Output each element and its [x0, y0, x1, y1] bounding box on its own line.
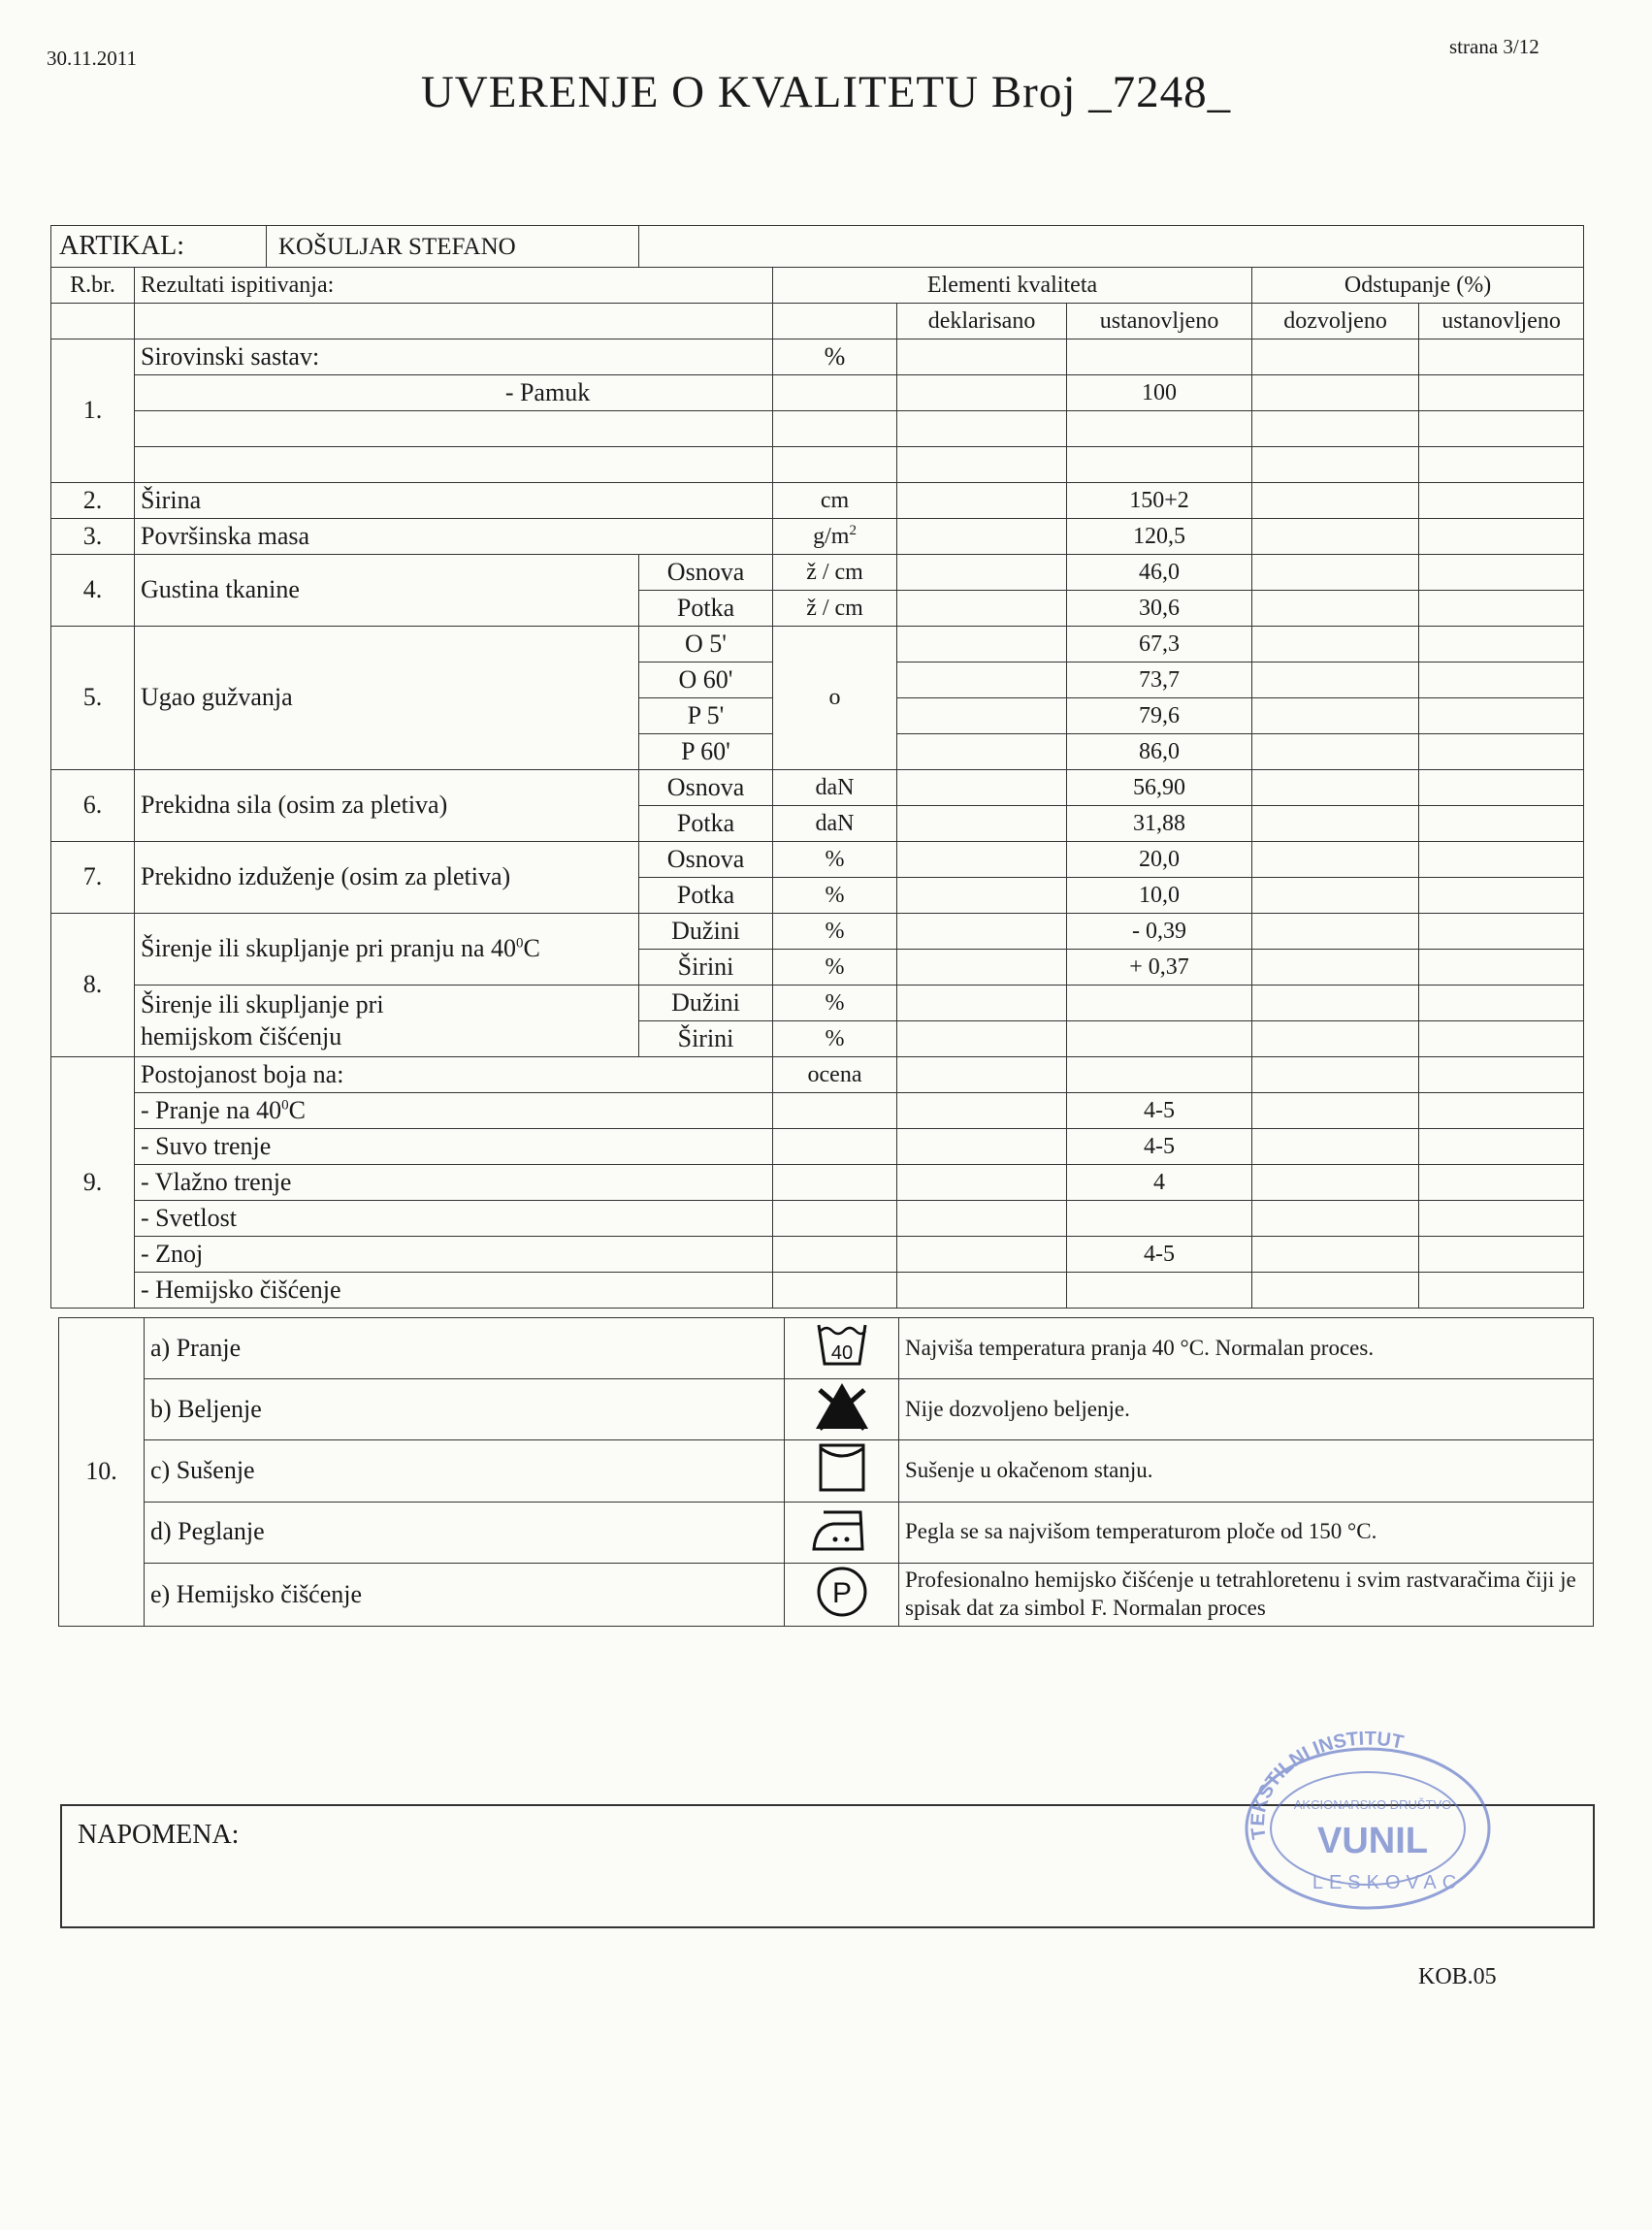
row-value: 4-5: [1067, 1093, 1252, 1129]
row-value: [1067, 1201, 1252, 1237]
table-row: [51, 1201, 1584, 1237]
table-row: [51, 483, 1584, 519]
row-sub-label: Potka: [639, 878, 773, 914]
care-text: Pegla se sa najvišom temperaturom ploče od 150 °C.: [899, 1502, 1594, 1563]
deviation-header: Odstupanje (%): [1252, 268, 1584, 304]
svg-text:LESKOVAC: LESKOVAC: [1312, 1872, 1463, 1893]
napomena-label: NAPOMENA:: [78, 1820, 240, 1850]
row-number: 4.: [51, 555, 135, 627]
row-value: [1067, 1273, 1252, 1309]
iron-150-icon: [785, 1502, 899, 1563]
row-value: 67,3: [1067, 627, 1252, 663]
row-value: 4-5: [1067, 1237, 1252, 1273]
care-row: [59, 1502, 1594, 1563]
row-value: 10,0: [1067, 878, 1252, 914]
row-sub-label: - Pranje na $40^0C$: [135, 1093, 773, 1129]
row-sub-label: O 60': [639, 663, 773, 698]
article-cell: [51, 226, 639, 268]
row-unit: %: [773, 339, 897, 375]
line-dry-icon: [785, 1440, 899, 1503]
table-row: [51, 1237, 1584, 1273]
row-value: 150+2: [1067, 483, 1252, 519]
row-number: 7.: [51, 842, 135, 914]
svg-text:AKCIONARSKO DRUŠTVO: AKCIONARSKO DRUŠTVO: [1293, 1797, 1452, 1812]
row-value: [1067, 986, 1252, 1021]
row-unit: o: [773, 627, 897, 770]
care-label: c) Sušenje: [145, 1440, 785, 1503]
row-unit: ocena: [773, 1057, 897, 1093]
row-label: Sirovinski sastav:: [135, 339, 773, 375]
row-sub-label: - Pamuk: [135, 375, 773, 411]
document-date: 30.11.2011: [47, 47, 137, 70]
dry-clean-p-icon: [785, 1563, 899, 1627]
allowed-header: dozvoljeno: [1252, 304, 1419, 339]
row-unit: %: [773, 1021, 897, 1057]
row-unit: %: [773, 842, 897, 878]
row-number: 3.: [51, 519, 135, 555]
row-value: + 0,37: [1067, 950, 1252, 986]
care-text: Profesionalno hemijsko čišćenje u tetrahloretenu i svim rastvaračima čiji je spisak dat za simbol F. Normalan proces: [899, 1563, 1594, 1627]
row-value: - 0,39: [1067, 914, 1252, 950]
table-row: [51, 914, 1584, 950]
row-label: Prekidna sila (osim za pletiva): [135, 770, 639, 842]
row-number: 10.: [59, 1318, 145, 1627]
table-row: [51, 1057, 1584, 1093]
page-number: strana 3/12: [1449, 35, 1539, 58]
svg-text:40: 40: [830, 1341, 853, 1364]
table-row: [51, 375, 1584, 411]
row-value: 100: [1067, 375, 1252, 411]
row-sub-label: Dužini: [639, 986, 773, 1021]
table-row: [51, 339, 1584, 375]
care-row: [59, 1440, 1594, 1503]
table-row: [51, 519, 1584, 555]
row-sub-label: - Svetlost: [135, 1201, 773, 1237]
form-code: KOB.05: [1418, 1964, 1497, 1989]
row-sub-label: O 5': [639, 627, 773, 663]
row-label: Postojanost boja na:: [135, 1057, 773, 1093]
care-row: [59, 1563, 1594, 1627]
table-row: [51, 1093, 1584, 1129]
row-label: Širenje ili skupljanje pri hemijskom čišćenju: [135, 986, 639, 1057]
row-value: 79,6: [1067, 698, 1252, 734]
table-row: [51, 447, 1584, 483]
row-number: 6.: [51, 770, 135, 842]
article-row: [51, 226, 1584, 268]
row-unit: cm: [773, 483, 897, 519]
row-unit: ž / cm: [773, 555, 897, 591]
care-row: [59, 1318, 1594, 1379]
row-sub-label: - Hemijsko čišćenje: [135, 1273, 773, 1309]
results-header: Rezultati ispitivanja:: [135, 268, 773, 304]
row-value: 30,6: [1067, 591, 1252, 627]
row-number: 5.: [51, 627, 135, 770]
row-sub-label: P 5': [639, 698, 773, 734]
row-value: 46,0: [1067, 555, 1252, 591]
table-row: [51, 1273, 1584, 1309]
row-label: Površinska masa: [135, 519, 773, 555]
care-text: Sušenje u okačenom stanju.: [899, 1440, 1594, 1503]
row-sub-label: - Suvo trenje: [135, 1129, 773, 1165]
table-row: [51, 842, 1584, 878]
row-sub-label: Osnova: [639, 555, 773, 591]
row-unit: daN: [773, 770, 897, 806]
document-title: UVERENJE O KVALITETU Broj _7248_: [420, 67, 1232, 117]
row-value: 4-5: [1067, 1129, 1252, 1165]
subheader-row: [51, 304, 1584, 339]
row-number: 9.: [51, 1057, 135, 1309]
row-label: Prekidno izduženje (osim za pletiva): [135, 842, 639, 914]
row-value: 120,5: [1067, 519, 1252, 555]
care-label: a) Pranje: [145, 1318, 785, 1379]
row-unit: $g/m^2$: [773, 519, 897, 555]
header-row: [51, 268, 1584, 304]
table-row: [51, 770, 1584, 806]
row-value: 73,7: [1067, 663, 1252, 698]
row-value: 86,0: [1067, 734, 1252, 770]
row-sub-label: P 60': [639, 734, 773, 770]
row-unit: ž / cm: [773, 591, 897, 627]
elements-header: Elementi kvaliteta: [773, 268, 1252, 304]
row-label: Širenje ili skupljanje pri pranju na $40^0C$: [135, 914, 639, 986]
row-unit: %: [773, 914, 897, 950]
rbr-header: R.br.: [51, 268, 135, 304]
table-row: [51, 627, 1584, 663]
row-sub-label: Potka: [639, 591, 773, 627]
table-row: [51, 411, 1584, 447]
row-sub-label: - Vlažno trenje: [135, 1165, 773, 1201]
row-value: [1067, 1021, 1252, 1057]
care-label: e) Hemijsko čišćenje: [145, 1563, 785, 1627]
row-sub-label: Širini: [639, 950, 773, 986]
row-label: Ugao gužvanja: [135, 627, 639, 770]
table-row: [51, 1165, 1584, 1201]
row-sub-label: - Znoj: [135, 1237, 773, 1273]
stamp-seal: [1227, 1731, 1508, 1916]
row-unit: %: [773, 986, 897, 1021]
row-number: 2.: [51, 483, 135, 519]
care-text: Najviša temperatura pranja 40 °C. Normalan proces.: [899, 1318, 1594, 1379]
table-row: [51, 1129, 1584, 1165]
row-sub-label: Dužini: [639, 914, 773, 950]
care-label: b) Beljenje: [145, 1379, 785, 1440]
row-value: 31,88: [1067, 806, 1252, 842]
row-sub-label: Osnova: [639, 842, 773, 878]
established2-header: ustanovljeno: [1419, 304, 1584, 339]
declared-header: deklarisano: [897, 304, 1067, 339]
quality-table: [50, 225, 1584, 1309]
table-row: [51, 986, 1584, 1021]
article-value: KOŠULJAR STEFANO: [278, 234, 516, 260]
article-label: ARTIKAL:: [51, 226, 267, 267]
table-row: [51, 555, 1584, 591]
row-unit: %: [773, 878, 897, 914]
care-row: [59, 1379, 1594, 1440]
row-sub-label: Širini: [639, 1021, 773, 1057]
row-number: 1.: [51, 339, 135, 483]
article-filler: [639, 226, 1584, 268]
row-unit: %: [773, 950, 897, 986]
care-table: [58, 1317, 1594, 1627]
wash-40-icon: [785, 1318, 899, 1379]
row-number: 8.: [51, 914, 135, 1057]
svg-text:P: P: [831, 1576, 852, 1609]
no-bleach-icon: [785, 1379, 899, 1440]
row-value: 56,90: [1067, 770, 1252, 806]
row-unit: daN: [773, 806, 897, 842]
row-value: 4: [1067, 1165, 1252, 1201]
row-label: Širina: [135, 483, 773, 519]
established-header: ustanovljeno: [1067, 304, 1252, 339]
row-sub-label: Osnova: [639, 770, 773, 806]
care-text: Nije dozvoljeno beljenje.: [899, 1379, 1594, 1440]
svg-text:VUNIL: VUNIL: [1317, 1821, 1428, 1861]
row-label: Gustina tkanine: [135, 555, 639, 627]
row-sub-label: Potka: [639, 806, 773, 842]
svg-text:TEKSTILNI INSTITUT: TEKSTILNI INSTITUT: [1247, 1731, 1406, 1841]
care-label: d) Peglanje: [145, 1502, 785, 1563]
row-value: 20,0: [1067, 842, 1252, 878]
